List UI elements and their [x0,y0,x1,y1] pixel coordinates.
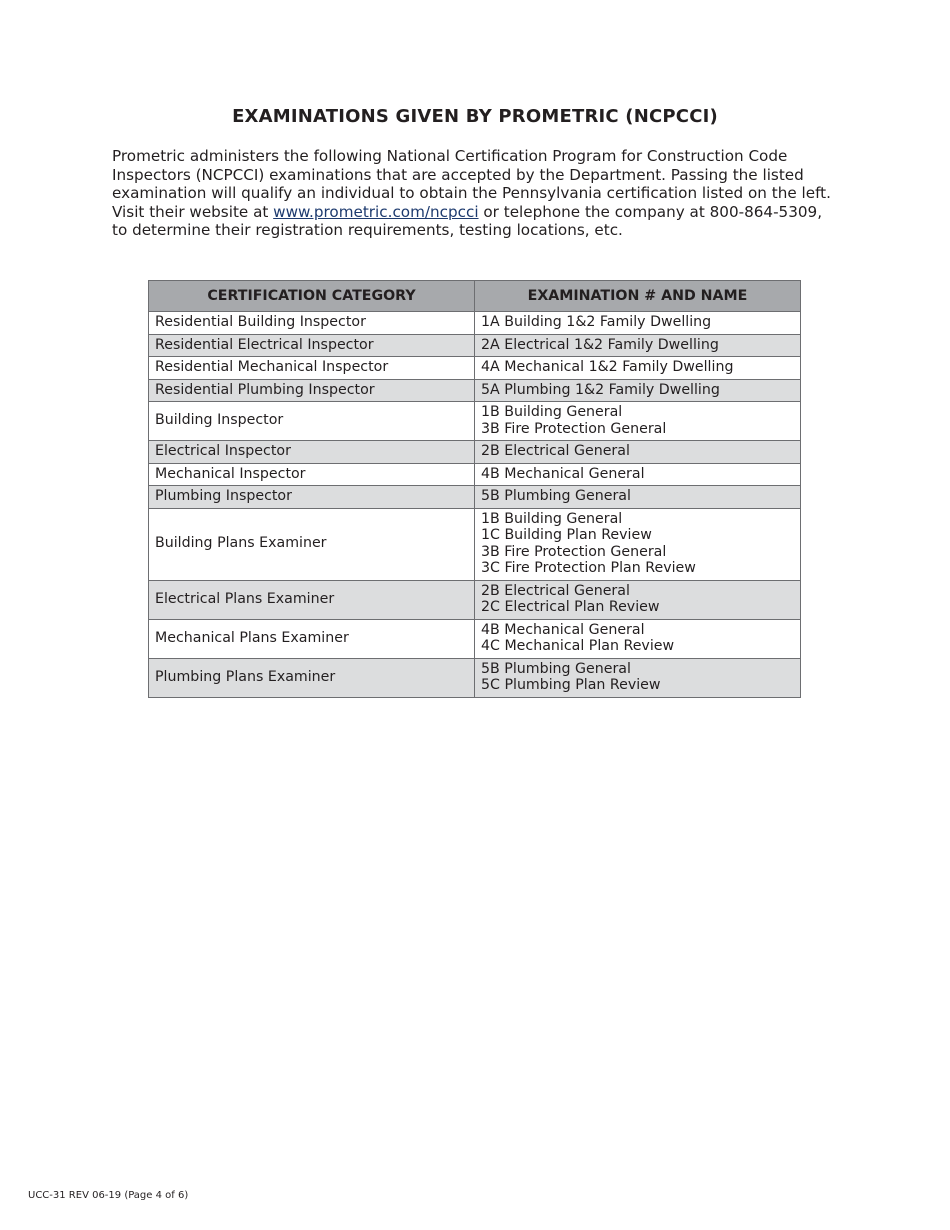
examination-name: 3C Fire Protection Plan Review [481,560,696,576]
header-examination-name: EXAMINATION # AND NAME [475,281,801,312]
examination-cell [475,619,801,658]
certification-category-cell: Plumbing Inspector [149,486,475,509]
certification-category-cell: Electrical Plans Examiner [149,580,475,619]
intro-text-after-link: or telephone the company at 800-864-5309, to determine their registration requirements, testing locations, etc. [112,202,823,240]
examination-name: 1B Building General [481,404,623,420]
table-body [149,312,801,698]
examination-cell [475,402,801,441]
table-row [149,357,801,380]
certification-category-cell: Residential Building Inspector [149,312,475,335]
page-title: EXAMINATIONS GIVEN BY PROMETRIC (NCPCCI) [232,106,718,127]
intro-paragraph [112,147,842,240]
certification-category-cell: Building Plans Examiner [149,508,475,580]
header-certification-category: CERTIFICATION CATEGORY [149,281,475,312]
certification-category-cell: Electrical Inspector [149,441,475,464]
examination-name: 4C Mechanical Plan Review [481,638,675,654]
examination-cell [475,658,801,697]
certification-exams-table [148,280,801,698]
examination-cell [475,357,801,380]
examination-cell [475,580,801,619]
table-row [149,312,801,335]
examination-name: 1C Building Plan Review [481,527,652,543]
certification-category-cell: Mechanical Plans Examiner [149,619,475,658]
table-row [149,402,801,441]
table-row [149,580,801,619]
examination-name: 4B Mechanical General [481,465,645,482]
certification-category-cell: Residential Mechanical Inspector [149,357,475,380]
certification-category-cell: Mechanical Inspector [149,463,475,486]
examination-cell [475,463,801,486]
examination-name: 5A Plumbing 1&2 Family Dwelling [481,381,720,398]
table-row [149,619,801,658]
examination-cell [475,379,801,402]
examination-name: 2B Electrical General [481,443,630,459]
certification-category-cell: Residential Electrical Inspector [149,334,475,357]
table-row [149,508,801,580]
examination-name: 5B Plumbing General [481,488,631,504]
examination-name: 2B Electrical General [481,582,630,599]
table-row [149,441,801,464]
examination-cell [475,508,801,580]
examination-name: 3B Fire Protection General [481,543,667,560]
table-row [149,334,801,357]
examination-name: 5C Plumbing Plan Review [481,677,661,693]
examination-name: 2C Electrical Plan Review [481,599,660,615]
examination-name: 1B Building General [481,510,623,527]
examination-cell [475,334,801,357]
prometric-website-link[interactable]: www.prometric.com/ncpcci [273,202,479,221]
table-row [149,379,801,402]
table-row [149,486,801,509]
examination-cell [475,312,801,335]
examination-name: 5B Plumbing General [481,660,631,677]
examination-name: 1A Building 1&2 Family Dwelling [481,314,712,330]
examination-name: 2A Electrical 1&2 Family Dwelling [481,336,719,353]
table-header-row [149,281,801,312]
examination-name: 4B Mechanical General [481,621,645,638]
examination-cell [475,441,801,464]
certification-category-cell: Building Inspector [149,402,475,441]
certification-category-cell: Plumbing Plans Examiner [149,658,475,697]
table-row [149,463,801,486]
form-footer: UCC-31 REV 06-19 (Page 4 of 6) [28,1190,189,1201]
examination-cell [475,486,801,509]
certification-category-cell: Residential Plumbing Inspector [149,379,475,402]
examination-name: 3B Fire Protection General [481,420,667,437]
examination-name: 4A Mechanical 1&2 Family Dwelling [481,359,734,375]
table-row [149,658,801,697]
intro-text-before-link: Prometric administers the following National Certification Program for Construction Code Inspectors (NCPCCI) examinations that are accepted by the Department. Passing the listed examination will qualify an individual to obtain the Pennsylvania certification listed on the left. Visit their website at [112,147,831,221]
